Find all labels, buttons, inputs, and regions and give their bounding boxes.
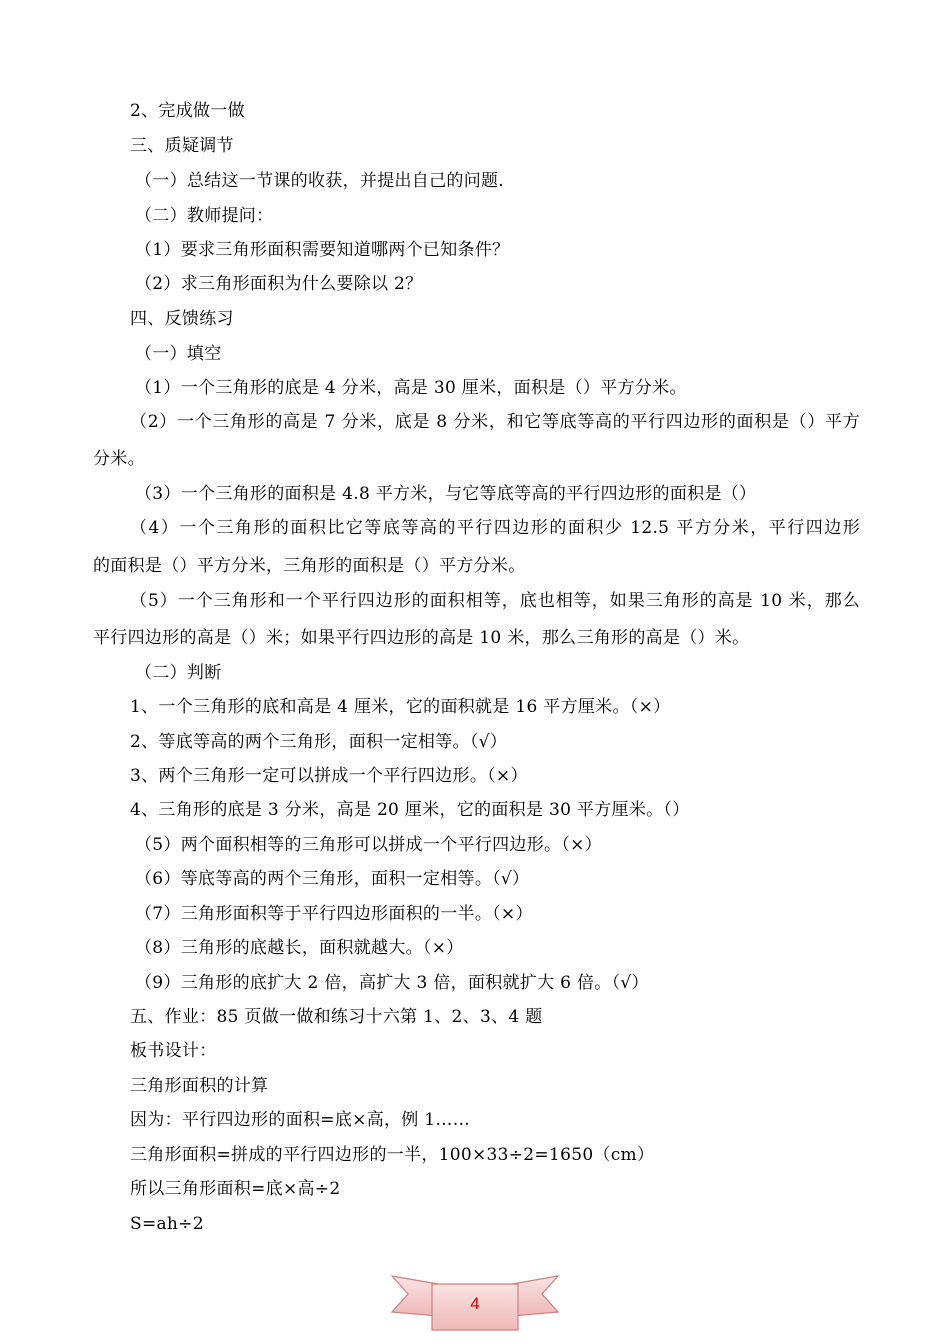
text-line: （二）教师提问：: [135, 206, 274, 226]
text-line: 三角形面积的计算: [130, 1076, 269, 1096]
text-line: （8）三角形的底越长，面积就越大。（×）: [135, 938, 464, 958]
text-line: 板书设计：: [130, 1041, 217, 1061]
section-heading: 四、反馈练习: [130, 309, 234, 329]
text-line: 3、两个三角形一定可以拼成一个平行四边形。（×）: [130, 766, 528, 786]
section-heading: 五、作业：85 页做一做和练习十六第 1、2、3、4 题: [130, 1007, 543, 1027]
section-heading: 三、质疑调节: [130, 136, 234, 156]
text-line: （6）等底等高的两个三角形，面积一定相等。（√）: [135, 869, 530, 889]
text-line: 的面积是（）平方分米，三角形的面积是（）平方分米。: [93, 556, 526, 576]
text-line: 所以三角形面积=底×高÷2: [130, 1179, 341, 1199]
text-line: （5）两个面积相等的三角形可以拼成一个平行四边形。（×）: [135, 835, 602, 855]
text-line: （1）一个三角形的底是 4 分米，高是 30 厘米，面积是（）平方分米。: [135, 378, 687, 398]
page-number-ribbon: [390, 1272, 560, 1334]
text-line: （一）总结这一节课的收获，并提出自己的问题.: [135, 171, 505, 191]
text-line: S=ah÷2: [130, 1214, 204, 1234]
text-line: 4、三角形的底是 3 分米，高是 20 厘米，它的面积是 30 平方厘米。（）: [130, 800, 690, 820]
text-line: （一）填空: [135, 344, 222, 364]
text-line: （5）一个三角形和一个平行四边形的面积相等，底也相等，如果三角形的高是 10 米，那么: [130, 591, 860, 611]
text-line: （1）要求三角形面积需要知道哪两个已知条件？: [135, 240, 510, 260]
text-line: 分米。: [93, 449, 145, 469]
text-line: 2、等底等高的两个三角形，面积一定相等。（√）: [130, 732, 508, 752]
text-line: 1、一个三角形的底和高是 4 厘米，它的面积就是 16 平方厘米。（×）: [130, 697, 671, 717]
text-line: （4）一个三角形的面积比它等底等高的平行四边形的面积少 12.5 平方分米，平行四边形: [130, 518, 860, 538]
text-line: 三角形面积=拼成的平行四边形的一半，100×33÷2=1650（cm）: [130, 1145, 655, 1165]
text-line: 平行四边形的高是（）米；如果平行四边形的高是 10 米，那么三角形的高是（）米。: [93, 628, 750, 648]
text-line: 因为：平行四边形的面积=底×高，例 1……: [130, 1110, 471, 1130]
page-number: 4: [470, 1294, 480, 1313]
text-line: （7）三角形面积等于平行四边形面积的一半。（×）: [135, 904, 533, 924]
text-line: 2、完成做一做: [130, 101, 245, 121]
text-line: （2）一个三角形的高是 7 分米，底是 8 分米，和它等底等高的平行四边形的面积是（）平方: [130, 412, 860, 432]
text-line: （二）判断: [135, 663, 222, 683]
text-line: （3）一个三角形的面积是 4.8 平方米，与它等底等高的平行四边形的面积是（）: [135, 484, 757, 504]
text-line: （9）三角形的底扩大 2 倍，高扩大 3 倍，面积就扩大 6 倍。（√）: [135, 973, 649, 993]
text-line: （2）求三角形面积为什么要除以 2？: [135, 274, 423, 294]
